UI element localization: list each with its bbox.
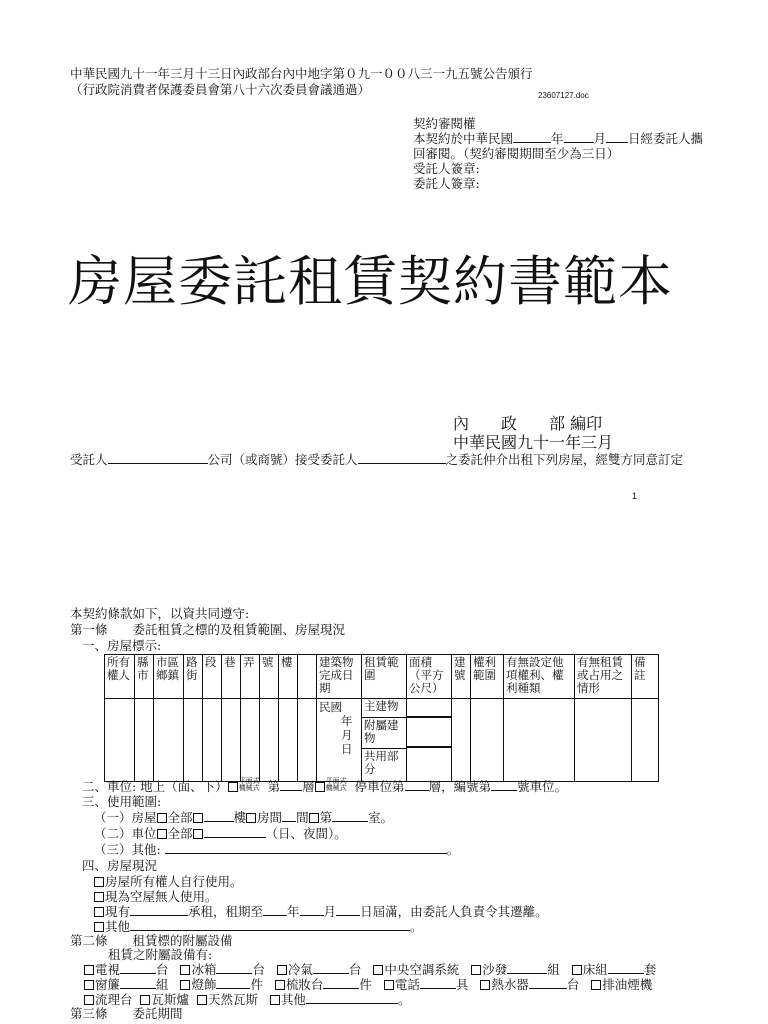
cell[interactable] (452, 699, 471, 782)
status-text: 年 (287, 904, 300, 919)
parking-type-checkbox[interactable] (228, 782, 238, 792)
parking-option: 機械式 (238, 784, 260, 792)
blank-other-scope[interactable] (165, 842, 447, 854)
all-checkbox[interactable] (157, 813, 167, 823)
th-area: 面積（平方公尺） (407, 655, 452, 699)
cell[interactable] (298, 699, 317, 782)
th-right-scope: 權利範圍 (471, 655, 504, 699)
th-occupancy: 有無租賃或占用之情形 (575, 655, 632, 699)
scope-text: （三）其他: (94, 842, 161, 857)
th-build-no: 建號 (452, 655, 471, 699)
review-text: 月 (593, 131, 607, 146)
equipment-label: 天然瓦斯 (207, 992, 258, 1007)
parking-type-checkbox[interactable] (315, 782, 325, 792)
blank-qty[interactable] (529, 977, 567, 989)
th-blank (298, 655, 317, 699)
review-text: 本契約於中華民國 (413, 131, 514, 146)
ac-checkbox[interactable] (277, 965, 287, 975)
equipment-label: 床組 (582, 962, 608, 977)
cell[interactable] (504, 699, 575, 782)
blank-parking-scope[interactable] (204, 826, 266, 838)
blank-qty[interactable] (608, 962, 644, 974)
counter-checkbox[interactable] (84, 995, 94, 1005)
th-district: 市區鄉鎮 (154, 655, 184, 699)
equipment-label: 燈飾 (191, 977, 217, 992)
checkbox[interactable] (94, 892, 104, 902)
blank-parking-number[interactable] (491, 779, 517, 791)
scope-text: 第 (319, 810, 333, 825)
date-year: 年 (341, 714, 353, 728)
room-checkbox[interactable] (246, 813, 256, 823)
clause-1-3-2 (94, 826, 347, 842)
clause-1-4: 四、房屋現況 (82, 858, 158, 873)
status-owner-use (94, 874, 243, 890)
row-common-part: 共用部分 (364, 749, 399, 776)
equipment-label: 其他 (280, 992, 306, 1007)
equipment-unit: 件 (359, 977, 372, 992)
parking-option: 平面式 (238, 777, 260, 785)
cell[interactable] (575, 699, 632, 782)
area-cell[interactable] (407, 699, 452, 782)
blank-month[interactable] (300, 904, 324, 916)
clause-1-3-3 (94, 842, 459, 858)
review-title: 契約審閱權 (413, 116, 476, 131)
date-day: 日 (341, 742, 353, 756)
blank-year[interactable] (263, 904, 287, 916)
sofa-checkbox[interactable] (471, 965, 481, 975)
blank-month[interactable] (564, 131, 594, 143)
cell[interactable] (471, 699, 504, 782)
blank-rooms[interactable] (282, 810, 296, 822)
th-lane: 巷 (222, 655, 241, 699)
scope-text: 室。 (368, 810, 394, 825)
equipment-unit: 台 (156, 962, 169, 977)
blank-qty[interactable] (323, 977, 359, 989)
cell[interactable] (203, 699, 222, 782)
review-text: 年 (551, 131, 564, 146)
equipment-unit: 件 (250, 977, 263, 992)
blank-room-no[interactable] (332, 810, 368, 822)
property-table (104, 654, 659, 782)
publisher-line1: 內 政 部 編印 (453, 414, 603, 433)
parking-part-checkbox[interactable] (193, 829, 203, 839)
publisher-line2: 中華民國九十一年三月 (453, 433, 614, 452)
blank-qty[interactable] (120, 977, 156, 989)
row-attached-building: 附屬建物 (362, 718, 406, 749)
equipment-label: 熱水器 (491, 977, 529, 992)
blank-day[interactable] (606, 131, 628, 143)
blank-qty[interactable] (216, 977, 250, 989)
clause-1-3: 三、使用範圍: (82, 794, 162, 809)
file-code: 23607127.doc (538, 91, 589, 100)
blank-year[interactable] (513, 131, 551, 143)
scope-text: 。 (446, 842, 460, 857)
gas-stove-checkbox[interactable] (140, 995, 150, 1005)
parking-text: 號車位。 (517, 779, 568, 794)
clause-1-3-1 (94, 810, 393, 826)
th-build-date: 建築物完成日期 (317, 655, 362, 699)
curtain-checkbox[interactable] (84, 980, 94, 990)
lease-scope-cell (362, 699, 407, 782)
equipment-label: 瓦斯爐 (151, 992, 189, 1007)
equipment-unit: 台 (348, 962, 362, 977)
status-text: 。 (410, 919, 423, 934)
th-section: 段 (203, 655, 222, 699)
equipment-label: 中央空調系統 (384, 962, 460, 977)
trustee-signature: 受託人簽章: (413, 161, 480, 176)
status-vacant (94, 889, 218, 905)
blank-other-equipment[interactable] (306, 992, 398, 1004)
clause-1-2 (82, 778, 567, 795)
equipment-label: 梳妝台 (285, 977, 324, 992)
equipment-unit: 台 (252, 962, 265, 977)
equipment-unit: 組 (156, 977, 169, 992)
equipment-unit: 。 (397, 992, 411, 1007)
th-alley: 弄 (241, 655, 260, 699)
blank-floor[interactable] (280, 779, 302, 791)
equipment-unit: 台 (566, 977, 580, 992)
equipment-label: 沙發 (482, 962, 508, 977)
equipment-row-1 (84, 962, 656, 978)
review-line1 (413, 131, 703, 147)
header-line1: 中華民國九十一年三月十三日內政部台內中地字第０九一００八三一九五號公告頒行 (70, 66, 533, 81)
row-main-building: 主建物 (362, 699, 406, 718)
status-text: 現為空屋無人使用。 (105, 889, 218, 904)
parking-all-checkbox[interactable] (157, 829, 167, 839)
blank-client[interactable] (358, 452, 446, 464)
cell[interactable] (632, 699, 659, 782)
th-owner: 所有權人 (105, 655, 135, 699)
review-line2: 回審閱。（契約審閱期間至少為三日） (413, 146, 620, 161)
intro-text: 受託人 (70, 452, 108, 467)
th-county: 縣市 (135, 655, 154, 699)
parking-text: 停車位第 (354, 779, 405, 794)
equipment-label: 電話 (394, 977, 420, 992)
clause-1-1: 一、房屋標示: (82, 638, 162, 653)
equipment-unit: 套 (643, 962, 657, 977)
equipment-label: 冷氣 (287, 962, 313, 977)
blank-trustee[interactable] (108, 452, 208, 464)
status-text: 承租，租期至 (188, 904, 264, 919)
intro-line (70, 452, 683, 468)
checkbox[interactable] (94, 877, 104, 887)
th-number: 號 (260, 655, 279, 699)
blank-other-status[interactable] (130, 919, 410, 931)
cell[interactable] (260, 699, 279, 782)
equipment-label: 冰箱 (191, 962, 217, 977)
th-floor: 樓 (279, 655, 298, 699)
clauses-preface: 本契約條款如下，以資共同遵守: (70, 606, 250, 621)
parking-option: 平面式 (325, 777, 347, 785)
lamp-checkbox[interactable] (180, 980, 190, 990)
th-remarks: 備註 (632, 655, 659, 699)
cell[interactable] (184, 699, 203, 782)
equipment-label: 電視 (95, 962, 121, 977)
cell[interactable] (154, 699, 184, 782)
th-lease-scope: 租賃範圍 (362, 655, 407, 699)
scope-text: 全部 (167, 826, 193, 841)
parking-text: 層，編號第 (428, 779, 492, 794)
central-ac-checkbox[interactable] (373, 965, 383, 975)
blank-qty[interactable] (313, 962, 349, 974)
scope-text: （一）房屋 (94, 810, 157, 825)
blank-qty[interactable] (216, 962, 252, 974)
scope-text: 房間 (257, 810, 283, 825)
scope-text: 樓 (233, 810, 247, 825)
scope-text: （二）車位 (94, 826, 157, 841)
fridge-checkbox[interactable] (180, 965, 190, 975)
tv-checkbox[interactable] (84, 965, 94, 975)
other-equipment-checkbox[interactable] (270, 995, 280, 1005)
th-other-rights: 有無設定他項權利、權利種類 (504, 655, 575, 699)
equipment-label: 窗簾 (95, 977, 121, 992)
scope-text: （日、夜間）。 (265, 826, 347, 841)
parking-text: 層 (302, 779, 315, 794)
status-tenant (94, 904, 548, 920)
parking-text: 二、車位: 地上（面、下） (82, 779, 228, 794)
build-date-cell[interactable] (317, 699, 362, 782)
equipment-row-2 (84, 977, 652, 993)
blank-floor-no[interactable] (204, 810, 234, 822)
equipment-unit: 組 (547, 962, 560, 977)
cell[interactable] (222, 699, 241, 782)
parking-type-options (326, 778, 347, 792)
intro-text: 公司（或商號）接受委託人 (207, 452, 358, 467)
status-text: 房屋所有權人自行使用。 (105, 874, 243, 889)
blank-qty[interactable] (420, 977, 456, 989)
scope-text: 間 (296, 810, 309, 825)
date-prefix: 民國 (319, 700, 342, 714)
document-title: 房屋委託租賃契約書範本 (68, 250, 673, 313)
equipment-label: 排油煙機 (602, 977, 653, 992)
checkbox[interactable] (94, 922, 104, 932)
blank-qty[interactable] (120, 962, 156, 974)
status-text: 月 (323, 904, 337, 919)
room-no-checkbox[interactable] (309, 813, 319, 823)
blank-tenant[interactable] (130, 904, 188, 916)
th-road: 路街 (184, 655, 203, 699)
clause-3-title: 第三條 委託期間 (70, 1006, 183, 1021)
header-line2: （行政院消費者保護委員會第八十六次委員會議通過） (70, 82, 371, 97)
clause-2-title: 第二條 租賃標的附屬設備 (70, 933, 233, 948)
parking-text: 第 (267, 779, 281, 794)
status-text: 現有 (105, 904, 131, 919)
review-text: 日經委託人攜 (628, 131, 704, 146)
status-text: 日屆滿，由委託人負責令其遷離。 (360, 904, 548, 919)
parking-option: 機械式 (325, 784, 347, 792)
scope-text: 全部 (167, 810, 193, 825)
bed-checkbox[interactable] (572, 965, 582, 975)
equipment-unit: 具 (455, 977, 469, 992)
range-hood-checkbox[interactable] (591, 980, 601, 990)
natural-gas-checkbox[interactable] (197, 995, 207, 1005)
cell[interactable] (279, 699, 298, 782)
blank-day[interactable] (336, 904, 360, 916)
cell[interactable] (135, 699, 154, 782)
date-month: 月 (341, 728, 353, 742)
parking-type-options (239, 778, 260, 792)
clause-2-sub: 租賃之附屬設備有: (108, 947, 213, 962)
equipment-label: 流理台 (95, 992, 133, 1007)
intro-text: 之委託仲介出租下列房屋，經雙方同意訂定 (445, 452, 684, 467)
cell[interactable] (241, 699, 260, 782)
clause-1-title: 第一條 委託租賃之標的及租賃範圍、房屋現況 (70, 622, 346, 637)
phone-checkbox[interactable] (384, 980, 394, 990)
status-text: 其他 (105, 919, 131, 934)
checkbox[interactable] (94, 907, 104, 917)
floor-checkbox[interactable] (193, 813, 203, 823)
client-signature: 委託人簽章: (413, 176, 480, 191)
water-heater-checkbox[interactable] (480, 980, 490, 990)
dresser-checkbox[interactable] (275, 980, 285, 990)
page-number: 1 (632, 491, 638, 501)
blank-qty[interactable] (507, 962, 547, 974)
cell[interactable] (105, 699, 135, 782)
blank-parking-floor[interactable] (405, 779, 429, 791)
